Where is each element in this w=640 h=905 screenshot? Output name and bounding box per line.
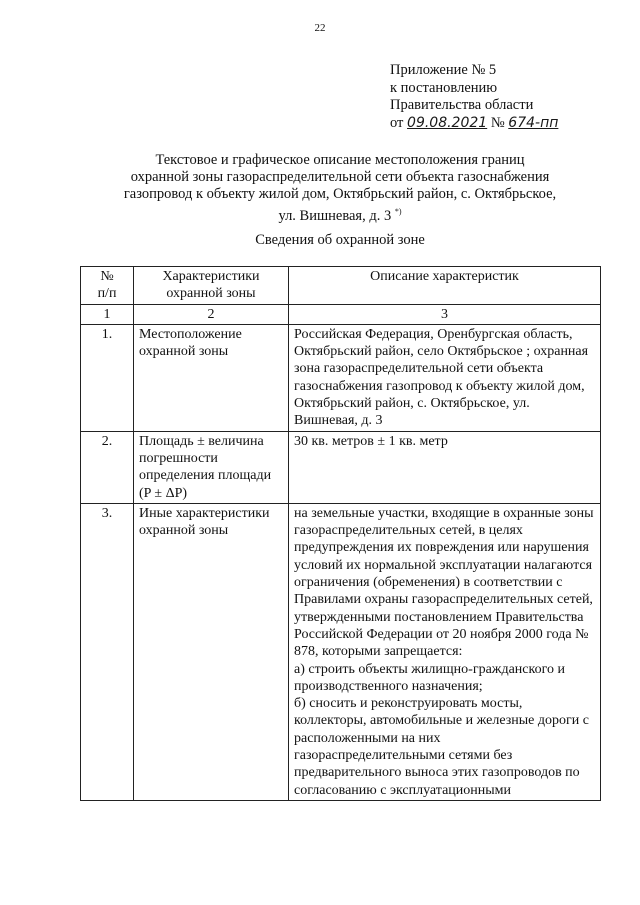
header-num-line1: № bbox=[100, 269, 114, 284]
title-line-1: Текстовое и графическое описание местоположения границ bbox=[155, 152, 525, 168]
header-characteristic-line1: Характеристики bbox=[162, 269, 260, 284]
header-num-line2: п/п bbox=[97, 286, 117, 302]
table-row bbox=[81, 324, 601, 431]
page-number: 22 bbox=[314, 22, 326, 34]
row-number: 2. bbox=[81, 431, 134, 503]
header-characteristic bbox=[134, 267, 289, 305]
appendix-block bbox=[390, 62, 558, 132]
col-number-1: 1 bbox=[81, 304, 134, 324]
row-description: 30 кв. метров ± 1 кв. метр bbox=[289, 431, 601, 503]
appendix-number-sign: № bbox=[490, 114, 505, 131]
header-characteristic-line2: охранной зоны bbox=[166, 286, 256, 302]
footnote-mark: *) bbox=[394, 207, 402, 216]
appendix-from-label: от bbox=[390, 114, 404, 131]
appendix-line-3: Правительства области bbox=[390, 97, 534, 113]
table-column-numbers bbox=[81, 304, 601, 324]
appendix-line-1: Приложение № 5 bbox=[390, 62, 497, 78]
table-row bbox=[81, 431, 601, 503]
header-description: Описание характеристик bbox=[289, 267, 601, 305]
description-paragraph: а) строить объекты жилищно-гражданского и производственного назначения; bbox=[294, 661, 565, 694]
title-line-2: охранной зоны газораспределительной сети объекта газоснабжения bbox=[130, 169, 550, 185]
row-characteristic: Местоположение охранной зоны bbox=[134, 324, 289, 431]
row-characteristic: Иные характеристики охранной зоны bbox=[134, 503, 289, 800]
document-title bbox=[80, 152, 600, 225]
description-paragraph: на земельные участки, входящие в охранные зоны газораспределительных сетей, в целях предупреждения их повреждения или нарушения условий их нормальной эксплуатации налагаются ограничения (обременения) в соответствии с Правилами охраны газораспределительных сетей, утвержденными постановлением Правительства Российской Федерации от 20 ноября 2000 года № 878, которыми запрещается: bbox=[294, 505, 594, 660]
table-header-row bbox=[81, 267, 601, 305]
table-row bbox=[81, 503, 601, 800]
row-number: 3. bbox=[81, 503, 134, 800]
title-line-4-wrap bbox=[80, 203, 600, 225]
title-line-3: газопровод к объекту жилой дом, Октябрьский район, с. Октябрьское, bbox=[123, 186, 557, 202]
appendix-date: 09.08.2021 bbox=[407, 114, 488, 131]
header-num bbox=[81, 267, 134, 305]
row-number: 1. bbox=[81, 324, 134, 431]
row-description bbox=[289, 503, 601, 800]
appendix-line-2: к постановлению bbox=[390, 79, 498, 96]
col-number-2: 2 bbox=[134, 304, 289, 324]
zone-table bbox=[80, 266, 601, 801]
row-characteristic: Площадь ± величина погрешности определения площади (P ± ΔP) bbox=[134, 431, 289, 503]
col-number-3: 3 bbox=[289, 304, 601, 324]
row-description: Российская Федерация, Оренбургская область, Октябрьский район, село Октябрьское ; охранная зона газораспределительной сети объекта газоснабжения газопровод к объекту жилой дом, Октябрьский район, с. Октябрьское, ул. Вишневая, д. 3 bbox=[289, 324, 601, 431]
title-line-4: ул. Вишневая, д. 3 bbox=[278, 207, 392, 224]
description-paragraph: б) сносить и реконструировать мосты, коллекторы, автомобильные и железные дороги с расположенными на них газораспределительными сетями без предварительного выноса этих газопроводов по согласованию с эксплуатационными bbox=[294, 696, 589, 798]
appendix-number: 674-пп bbox=[508, 114, 559, 131]
section-title: Сведения об охранной зоне bbox=[255, 232, 425, 248]
appendix-date-row bbox=[390, 115, 558, 133]
